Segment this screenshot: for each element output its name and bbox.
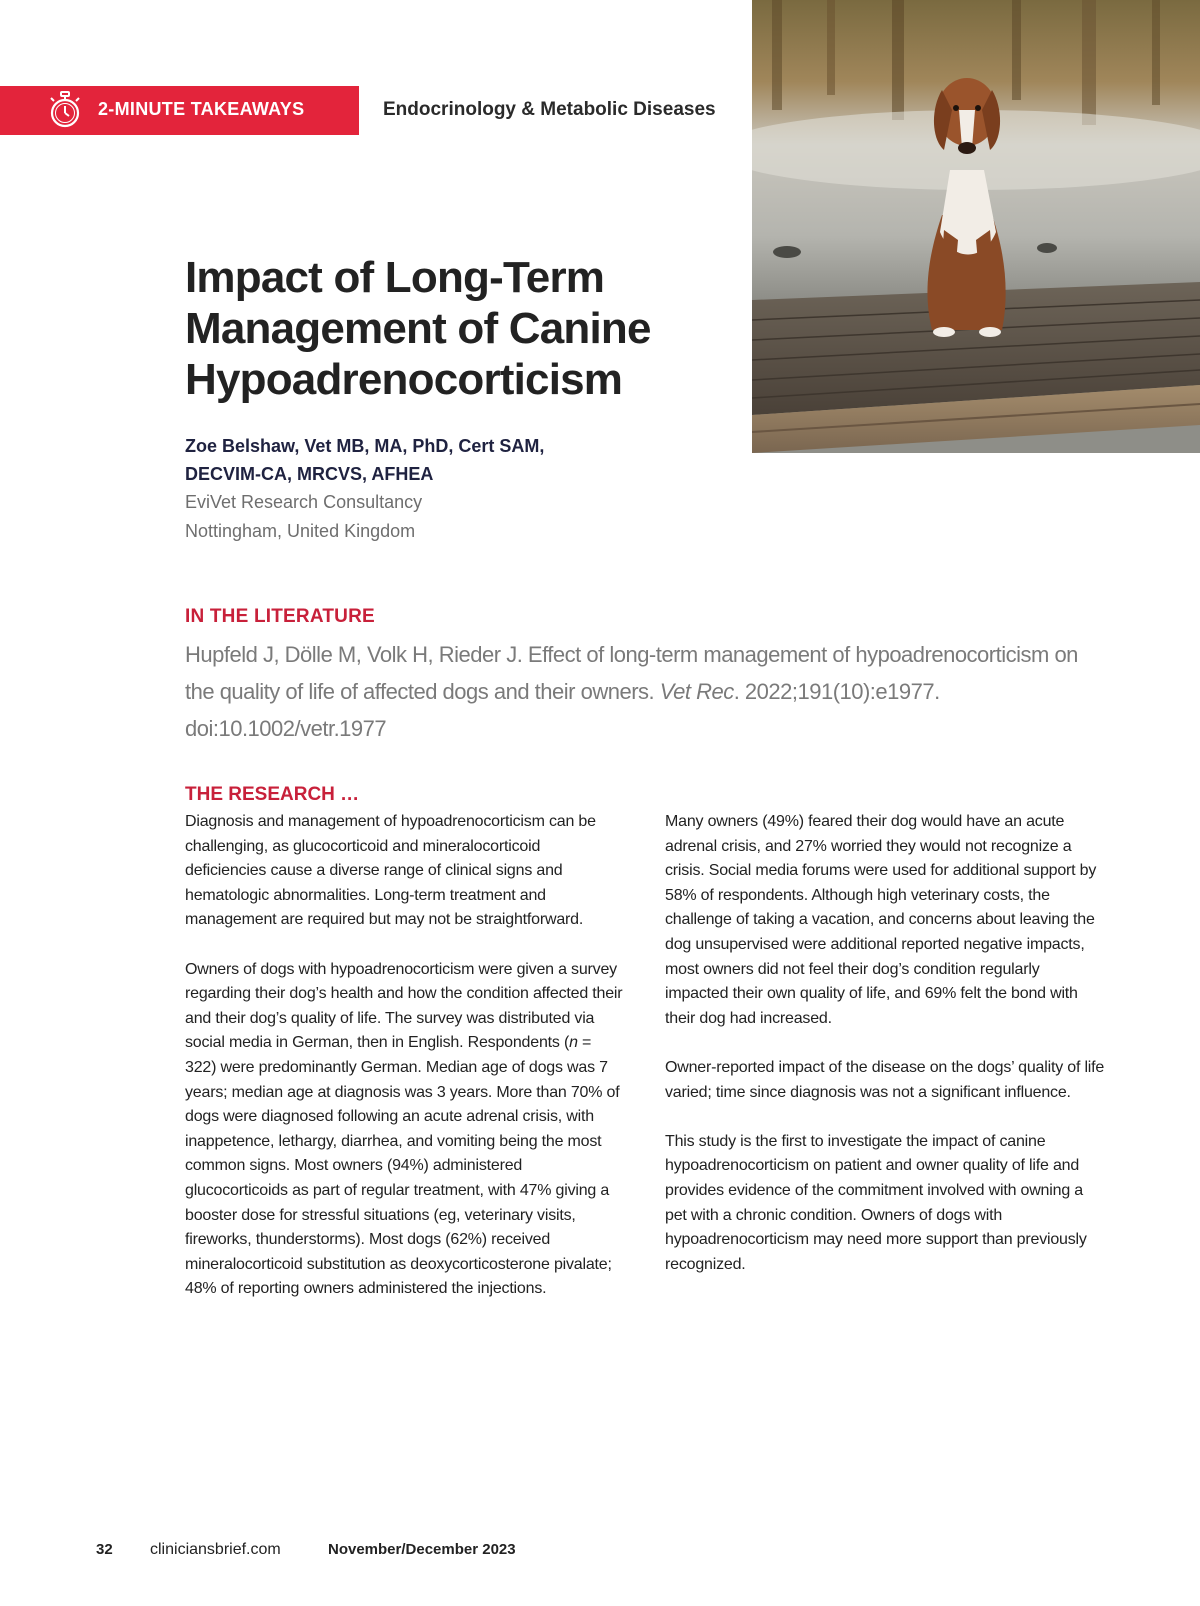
author-org: EviVet Research Consultancy bbox=[185, 492, 423, 512]
literature-citation bbox=[185, 636, 1105, 747]
sample-size-symbol: n bbox=[569, 1034, 578, 1052]
research-column-left bbox=[185, 810, 625, 1326]
section-category: Endocrinology & Metabolic Diseases bbox=[383, 99, 716, 120]
article-title: Impact of Long-Term Management of Canine Hypoadrenocorticism bbox=[185, 253, 651, 404]
research-paragraph: Owner-reported impact of the disease on the dogs’ quality of life varied; time since diagnosis was not a significant influence. bbox=[665, 1058, 1105, 1101]
dog-on-dock-photo bbox=[752, 0, 1200, 453]
takeaways-banner bbox=[0, 86, 359, 135]
page-footer bbox=[96, 1541, 516, 1559]
citation-text: Hupfeld J, Dölle M, Volk H, Rieder J. Effect of long-term management of hypoadrenocorticism on the quality of life of affected dogs and their owners. bbox=[185, 642, 1078, 704]
author-name: Zoe Belshaw, Vet MB, MA, PhD, Cert SAM, DECVIM-CA, MRCVS, AFHEA bbox=[185, 436, 545, 484]
author-location: Nottingham, United Kingdom bbox=[185, 521, 416, 541]
literature-heading: IN THE LITERATURE bbox=[185, 606, 375, 627]
paragraph-text: = 322) were predominantly German. Median age of dogs was 7 years; median age at diagnosis was 3 years. More than 70% of dogs were diagnosed following an acute adrenal crisis, with inappetence, lethargy, diarrhea, and vomiting being the most common signs. Most owners (94%) administered glucocorticoids as part of regular treatment, with 47% giving a booster dose for stressful situations (eg, veterinary visits, fireworks, thunderstorms). Most dogs (62%) received mineralocorticoid substitution as deoxycorticosterone pivalate; 48% of reporting owners administered the injections. bbox=[185, 1034, 620, 1298]
citation-details: . 2022;191(10):e1977. doi:10.1002/vetr.1977 bbox=[185, 679, 940, 741]
issue-date: November/December 2023 bbox=[328, 1541, 516, 1558]
journal-name: Vet Rec bbox=[659, 679, 734, 704]
banner-label: 2-MINUTE TAKEAWAYS bbox=[98, 99, 305, 119]
page-number: 32 bbox=[96, 1541, 113, 1558]
research-paragraph: This study is the first to investigate the impact of canine hypoadrenocorticism on patient and owner quality of life and provides evidence of the commitment involved with owning a pet with a chronic condition. Owners of dogs with hypoadrenocorticism may need more support than previously recognized. bbox=[665, 1132, 1087, 1273]
site-link[interactable]: cliniciansbrief.com bbox=[150, 1541, 281, 1558]
author-affiliation bbox=[185, 488, 422, 546]
paragraph-text: Owners of dogs with hypoadrenocorticism were given a survey regarding their dog’s health and how the condition affected their and their dog’s quality of life. The survey was distributed via social media in German, then in English. Respondents ( bbox=[185, 960, 623, 1052]
research-heading: THE RESEARCH … bbox=[185, 784, 360, 805]
stopwatch-icon bbox=[48, 90, 82, 130]
research-paragraph: Diagnosis and management of hypoadrenocorticism can be challenging, as glucocorticoid and mineralocorticoid deficiencies cause a diverse range of clinical signs and hematologic abnormalities. Long-term treatment and management are required but may not be straightforward. bbox=[185, 813, 596, 929]
research-paragraph: Many owners (49%) feared their dog would have an acute adrenal crisis, and 27% worried they would not recognize a crisis. Social media forums were used for additional support by 58% of respondents. Although high veterinary costs, the challenge of taking a vacation, and concerns about leaving the dog unsupervised were additional reported negative impacts, most owners did not feel their dog’s condition regularly impacted their own quality of life, and 69% felt the bond with their dog had increased. bbox=[665, 813, 1097, 1027]
research-column-right bbox=[665, 810, 1105, 1302]
research-paragraph bbox=[185, 958, 625, 1302]
